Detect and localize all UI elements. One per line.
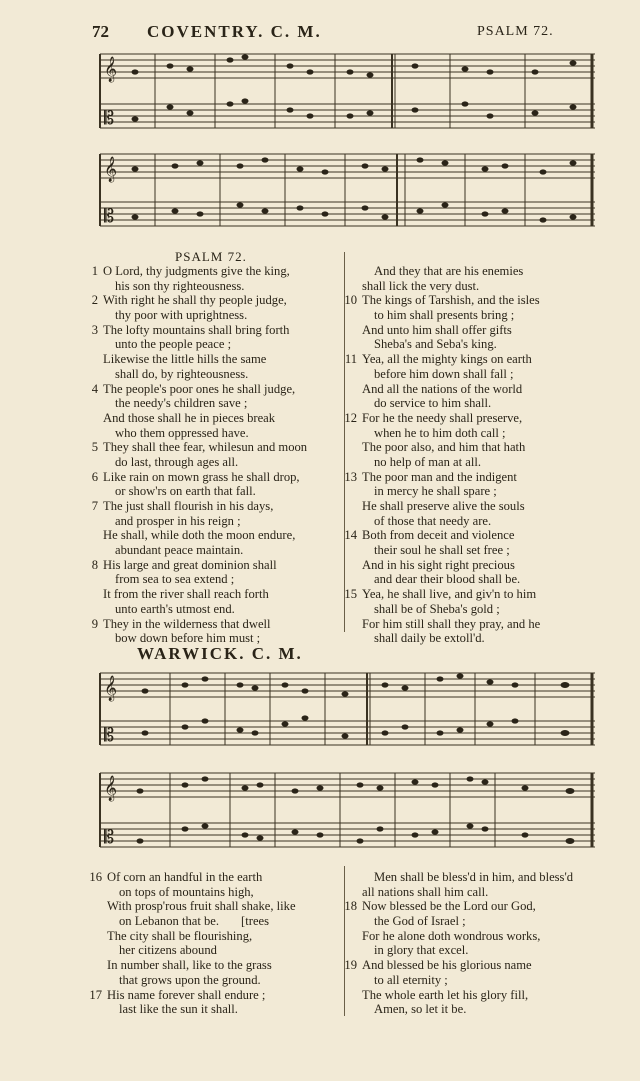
verse-line (88, 558, 307, 573)
verse-text: Of corn an handful in the earth (107, 870, 263, 884)
verse-line (88, 929, 296, 944)
verse-line (343, 323, 540, 338)
verses-right-column (343, 264, 540, 646)
tune-title: COVENTRY. C. M. (147, 22, 322, 41)
verse-text: shall daily be extoll'd. (374, 631, 485, 646)
verse-line (88, 470, 307, 485)
verse-text: or show'rs on earth that fall. (115, 484, 256, 499)
verse-text: his son thy righteousness. (115, 278, 245, 293)
verse-text: His name forever shall endure ; (107, 987, 266, 1002)
verse-text: that grows upon the ground. (119, 972, 261, 987)
verse-text: In number shall, like to the grass (107, 958, 272, 973)
verse-text: And those shall he in pieces break (103, 410, 276, 425)
verse-line (343, 293, 540, 308)
verses-left-column (88, 264, 307, 646)
verse-line (343, 558, 540, 573)
verse-number: 4 (91, 381, 98, 396)
verse-line (343, 973, 573, 988)
verse-line (343, 264, 540, 279)
music-score-coventry (95, 44, 600, 244)
verse-line (343, 943, 573, 958)
verse-text: the God of Israel ; (374, 914, 466, 929)
verse-text: The whole earth let his glory fill, (362, 987, 529, 1002)
verse-line (343, 899, 573, 914)
verse-text: do last, through ages all. (115, 454, 239, 469)
verse-text: last like the sun it shall. (119, 1002, 238, 1017)
verse-text: on tops of mountains high, (119, 884, 254, 899)
verse-text: They shall thee fear, whilesun and moon (103, 440, 308, 455)
verse-line (88, 367, 307, 382)
verse-text: no help of man at all. (374, 454, 482, 469)
verse-line (343, 631, 540, 646)
verse-text: With right he shall thy people judge, (103, 293, 287, 308)
verse-line (88, 514, 307, 529)
verse-text: The people's poor ones he shall judge, (103, 381, 296, 396)
verse-number: 9 (91, 616, 98, 631)
verse-line (88, 973, 296, 988)
verse-line (343, 528, 540, 543)
verse-text: Amen, so let it be. (374, 1002, 467, 1017)
verse-line (343, 988, 573, 1003)
verse-text: and prosper in his reign ; (115, 513, 241, 528)
verse-text: to him shall presents bring ; (374, 308, 515, 323)
verse-number: 10 (344, 293, 357, 308)
verses-right-column-2 (343, 870, 573, 1017)
verse-text: And unto him shall offer gifts (362, 322, 512, 337)
verse-text: do service to him shall. (374, 396, 492, 411)
verse-text: their soul he shall set free ; (374, 543, 510, 558)
verse-text: before him down shall fall ; (374, 366, 514, 381)
verse-text: unto the people peace ; (115, 337, 232, 352)
verse-line (88, 617, 307, 632)
verse-text: Likewise the little hills the same (103, 352, 267, 367)
verse-line (88, 411, 307, 426)
bass-clef-icon: 𝄡 (104, 206, 115, 227)
verse-line (88, 602, 307, 617)
verse-text: shall lick the very dust. (362, 278, 480, 293)
verse-line (343, 602, 540, 617)
verse-line (88, 279, 307, 294)
treble-clef-icon: 𝄞 (104, 157, 118, 182)
verse-number: 12 (344, 410, 357, 425)
verse-text: He shall preserve alive the souls (362, 499, 525, 513)
verse-line (88, 587, 307, 602)
verse-line (343, 484, 540, 499)
verse-text: Now blessed be the Lord our God, (362, 899, 536, 914)
verse-line (343, 367, 540, 382)
verse-number: 1 (91, 264, 98, 278)
verse-text: her citizens abound (119, 943, 217, 958)
verse-number: 7 (91, 499, 98, 513)
verse-text: They in the wilderness that dwell (103, 616, 271, 631)
verse-text: Yea, he shall live, and giv'n to him (362, 587, 537, 602)
verse-text: Like rain on mown grass he shall drop, (103, 469, 300, 484)
verse-number: 11 (344, 352, 357, 367)
verse-text: And they that are his enemies (374, 264, 524, 278)
verse-line (343, 617, 540, 632)
verse-text: O Lord, thy judgments give the king, (103, 264, 290, 278)
verse-line (343, 337, 540, 352)
verse-text: unto earth's utmost end. (115, 601, 235, 616)
verse-text: The city shall be flourishing, (107, 928, 253, 943)
verse-text: bow down before him must ; (115, 631, 261, 646)
verse-text: on Lebanon that be. [trees (119, 914, 270, 929)
verse-text: Both from deceit and violence (362, 528, 515, 543)
verse-number: 8 (91, 557, 98, 572)
verse-text: of those that needy are. (374, 513, 492, 528)
verse-text: who them oppressed have. (115, 425, 249, 440)
verse-line (343, 885, 573, 900)
verse-line (88, 293, 307, 308)
verse-text: And blessed be his glorious name (362, 958, 532, 973)
verse-text: shall do, by righteousness. (115, 366, 249, 381)
verse-line (88, 484, 307, 499)
verse-text: And in his sight right precious (362, 557, 515, 572)
verse-line (343, 279, 540, 294)
verse-line (343, 572, 540, 587)
verse-line (88, 572, 307, 587)
note-heads (132, 54, 577, 222)
verse-line (88, 885, 296, 900)
treble-clef-icon: 𝄞 (104, 776, 118, 801)
verse-line (343, 499, 540, 514)
verse-text: thy poor with uprightness. (115, 308, 248, 323)
verse-line (88, 899, 296, 914)
page-number: 72 (92, 22, 109, 41)
verse-line (88, 870, 296, 885)
verse-text: The poor also, and him that hath (362, 440, 526, 455)
verse-text: For him still shall they pray, and he (362, 616, 541, 631)
verse-text: and dear their blood shall be. (374, 572, 521, 587)
verse-text: when he to him doth call ; (374, 425, 506, 440)
tenor-clef-icon: 𝄡 (104, 725, 115, 746)
verse-text: For he the needy shall preserve, (362, 410, 523, 425)
verse-line (88, 528, 307, 543)
verse-number: 5 (91, 440, 98, 455)
verse-text: Men shall be bless'd in him, and bless'd (374, 870, 574, 884)
verse-line (343, 455, 540, 470)
verse-text: The poor man and the indigent (362, 469, 517, 484)
verse-line (343, 929, 573, 944)
verse-line (88, 396, 307, 411)
verse-text: shall be of Sheba's gold ; (374, 601, 500, 616)
verse-number: 6 (91, 469, 98, 484)
verse-line (88, 543, 307, 558)
verse-text: in glory that excel. (374, 943, 469, 958)
verse-number: 15 (344, 587, 357, 602)
verse-line (88, 455, 307, 470)
verse-line (88, 440, 307, 455)
verse-line (343, 543, 540, 558)
verse-number: 17 (89, 987, 102, 1002)
verse-line (343, 426, 540, 441)
verse-line (88, 264, 307, 279)
verse-text: Yea, all the mighty kings on earth (362, 352, 532, 367)
verse-text: the needy's children save ; (115, 396, 248, 411)
verse-line (343, 870, 573, 885)
verse-line (343, 470, 540, 485)
verse-line (88, 337, 307, 352)
verse-text: in mercy he shall spare ; (374, 484, 497, 499)
verse-number: 14 (344, 528, 357, 543)
tune-title-warwick: WARWICK. C. M. (137, 644, 303, 663)
verse-line (343, 440, 540, 455)
verse-number: 2 (91, 293, 98, 308)
staff-lines-1 (100, 54, 595, 78)
verse-line (88, 382, 307, 397)
bass-clef-icon: 𝄡 (104, 827, 115, 848)
verse-line (88, 943, 296, 958)
verse-text: It from the river shall reach forth (103, 587, 269, 602)
verse-line (343, 514, 540, 529)
verse-text: from sea to sea extend ; (115, 572, 235, 587)
verse-text: And all the nations of the world (362, 381, 523, 396)
verse-text: With prosp'rous fruit shall shake, like (107, 899, 296, 914)
verse-text: For he alone doth wondrous works, (362, 928, 541, 943)
verse-text: The just shall flourish in his days, (103, 499, 274, 513)
tenor-clef-icon: 𝄡 (104, 108, 115, 129)
verse-number: 18 (344, 899, 357, 914)
verse-text: abundant peace maintain. (115, 543, 244, 558)
verse-line (88, 914, 296, 929)
treble-clef-icon: 𝄞 (104, 57, 118, 82)
psalm-heading: PSALM 72. (175, 249, 247, 264)
verse-line (88, 426, 307, 441)
verse-text: all nations shall him call. (362, 884, 489, 899)
psalm-reference: PSALM 72. (477, 24, 554, 39)
verse-line (88, 323, 307, 338)
verse-text: The kings of Tarshish, and the isles (362, 293, 540, 308)
verse-text: He shall, while doth the moon endure, (103, 528, 296, 543)
verse-line (88, 1002, 296, 1017)
verse-text: The lofty mountains shall bring forth (103, 322, 290, 337)
verse-text: to all eternity ; (374, 972, 448, 987)
verse-line (343, 587, 540, 602)
staff-lines-4 (100, 202, 595, 226)
verses-left-column-2 (88, 870, 296, 1017)
verse-line (343, 308, 540, 323)
verse-line (343, 411, 540, 426)
verse-line (343, 1002, 573, 1017)
verse-line (88, 988, 296, 1003)
verse-line (343, 352, 540, 367)
verse-number: 19 (344, 958, 357, 973)
verse-number: 13 (344, 469, 357, 484)
verse-line (343, 382, 540, 397)
verse-line (343, 958, 573, 973)
verse-text: Sheba's and Seba's king. (374, 337, 497, 352)
verse-number: 3 (91, 322, 98, 337)
verse-line (88, 308, 307, 323)
verse-number: 16 (89, 870, 102, 884)
verse-line (343, 914, 573, 929)
verse-line (88, 958, 296, 973)
verse-text: His large and great dominion shall (103, 557, 277, 572)
verse-line (88, 352, 307, 367)
music-score-warwick (95, 663, 600, 863)
verse-line (343, 396, 540, 411)
verse-line (88, 499, 307, 514)
treble-clef-icon: 𝄞 (104, 676, 118, 701)
